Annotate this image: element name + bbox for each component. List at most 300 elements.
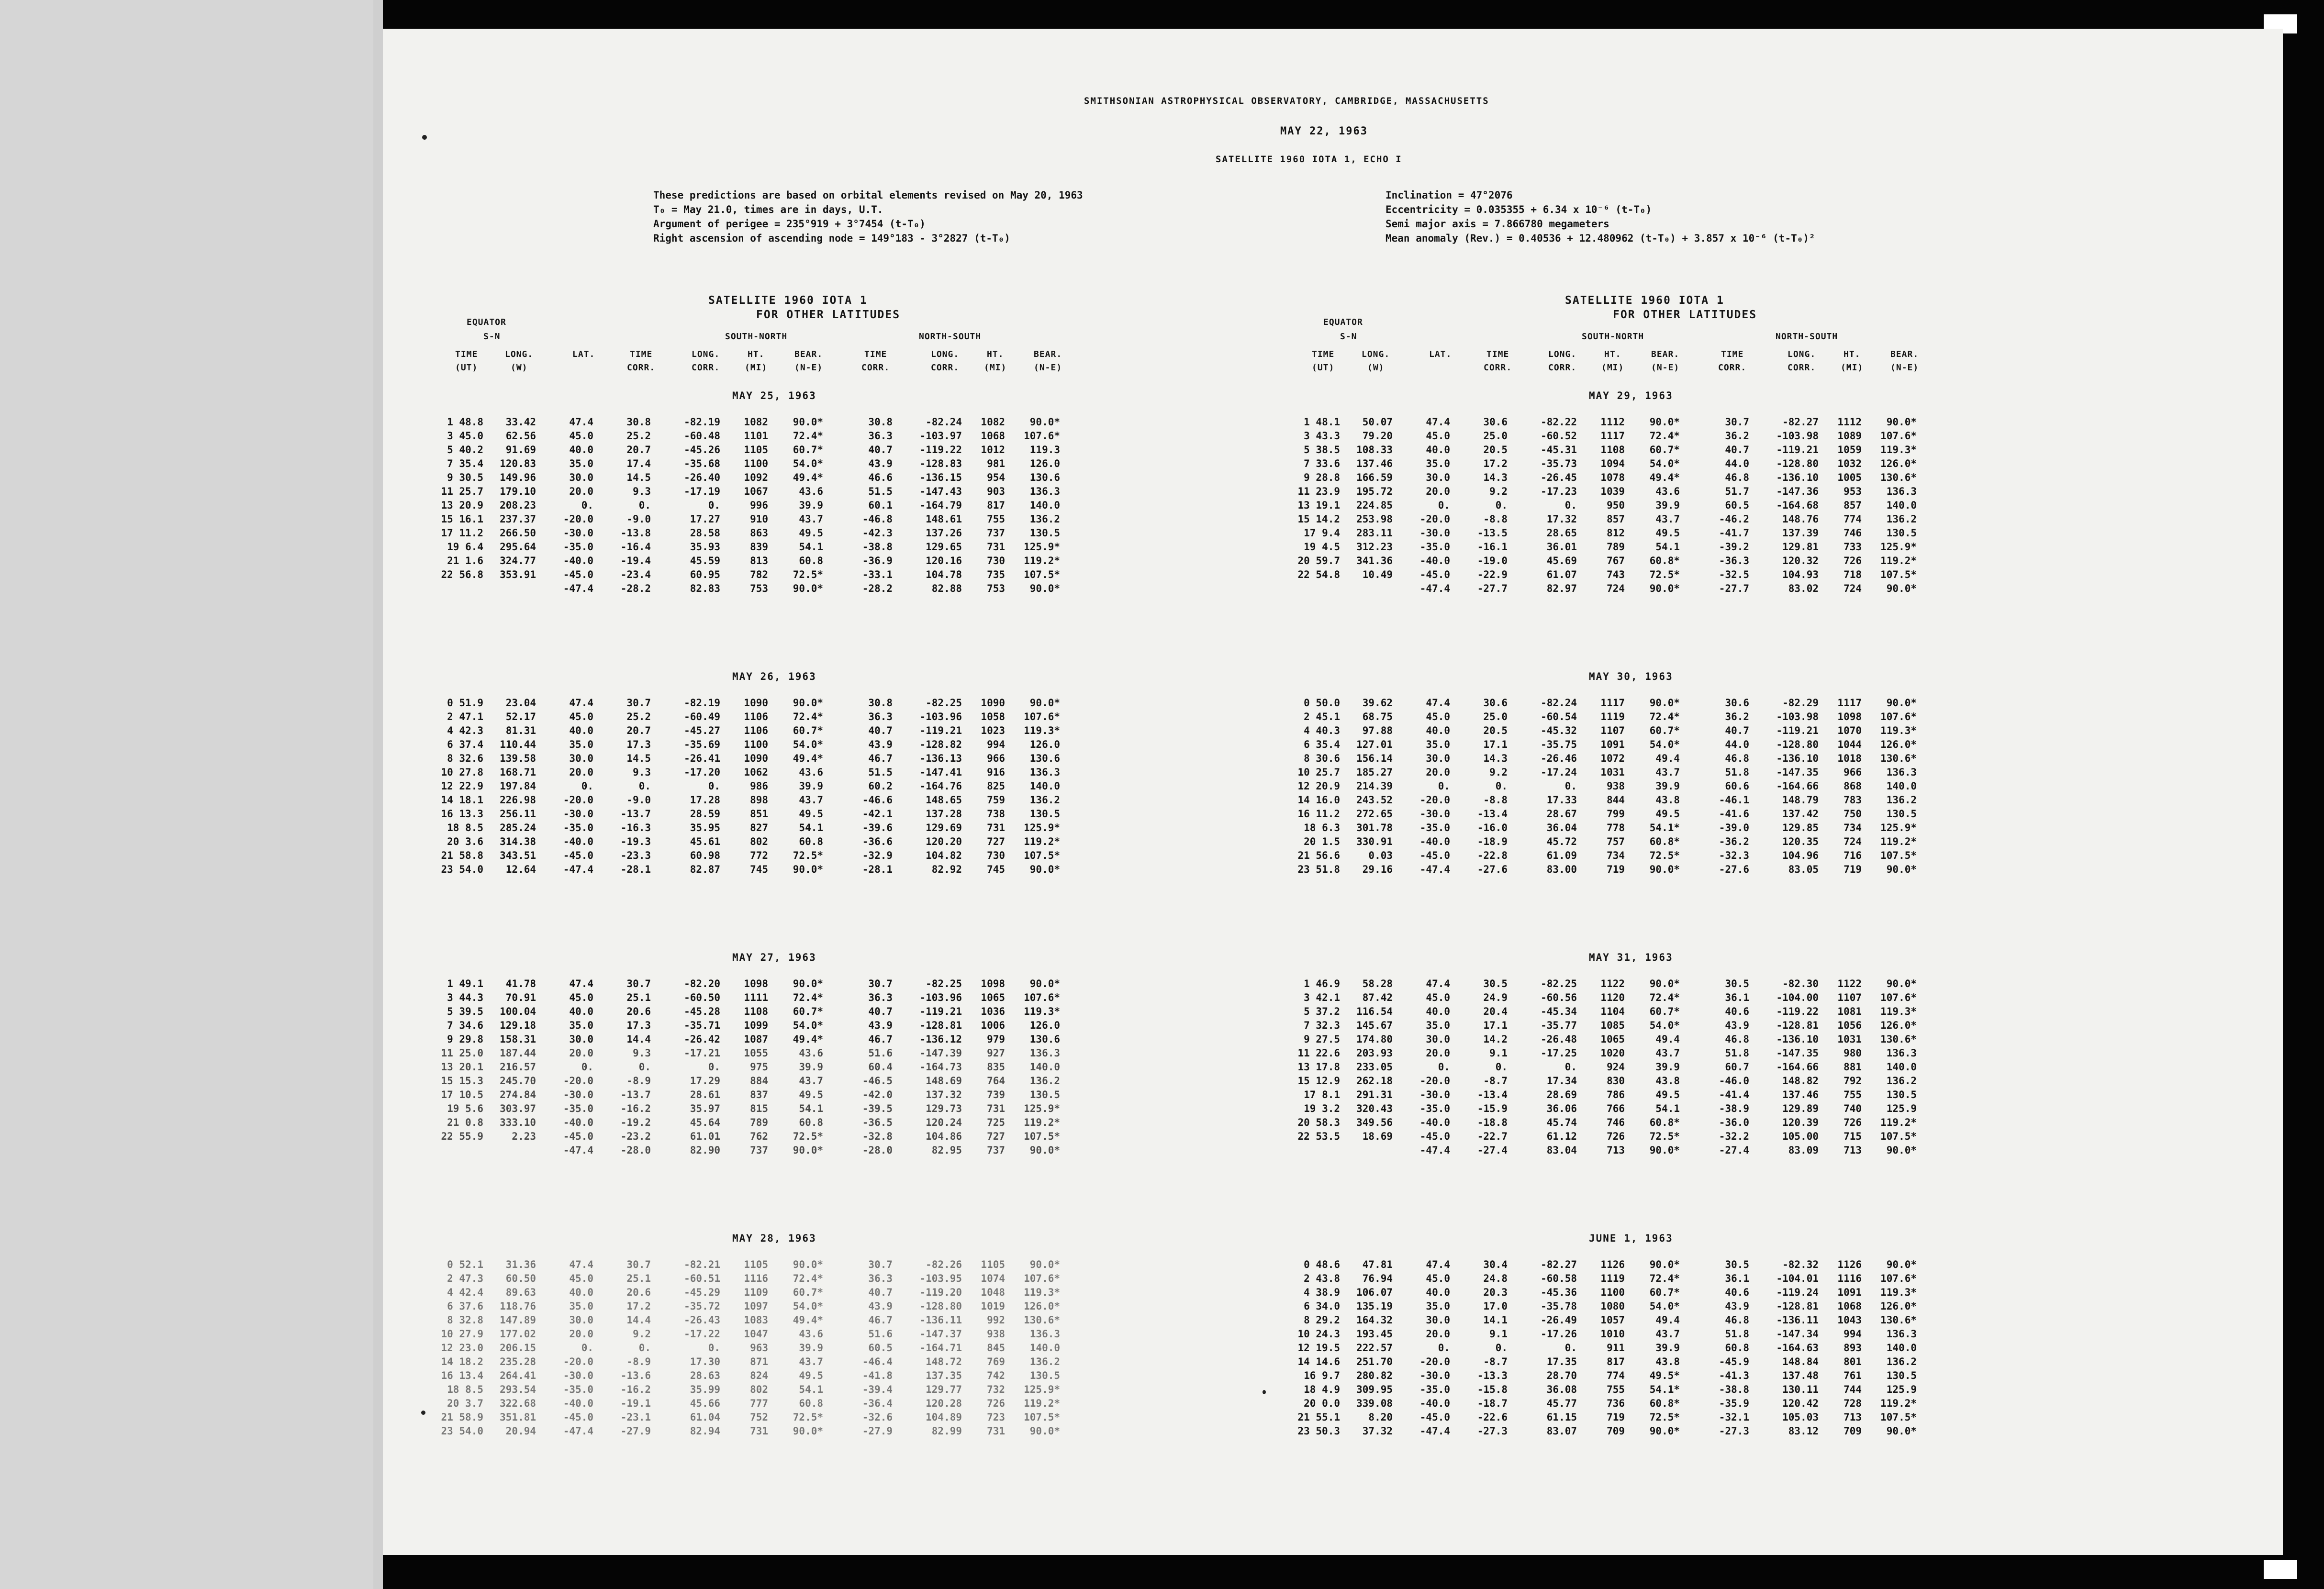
table-cell: 195.72: [1356, 486, 1393, 497]
table-cell: 10.49: [1362, 569, 1393, 580]
table-cell: 301.78: [1356, 822, 1393, 833]
table-cell: 9.2: [633, 1328, 651, 1340]
table-cell: 28.70: [1546, 1370, 1577, 1381]
table-cell: 60.7*: [793, 1287, 823, 1298]
table-row: [1297, 472, 1929, 486]
table-cell: 1031: [1600, 767, 1625, 778]
table-cell: 46.7: [868, 1314, 893, 1326]
table-cell: -30.0: [563, 1370, 593, 1381]
table-cell: 14 14.6: [1297, 1356, 1340, 1367]
table-cell: 10 27.8: [441, 767, 483, 778]
table-cell: 266.50: [500, 527, 536, 539]
table-cell: 90.0*: [1029, 1425, 1060, 1437]
table-cell: -40.0: [1419, 836, 1450, 847]
table-cell: 718: [1844, 569, 1862, 580]
table-cell: 60.7*: [1649, 1006, 1680, 1017]
table-cell: 738: [987, 808, 1005, 820]
table-cell: 90.0*: [1649, 1425, 1680, 1437]
table-cell: 125.9*: [1024, 1103, 1060, 1114]
table-cell: -46.4: [862, 1356, 893, 1367]
table-row: [1297, 1384, 1929, 1398]
table-cell: 1055: [744, 1047, 768, 1059]
table-cell: 812: [1607, 527, 1625, 539]
table-cell: 1111: [744, 992, 768, 1003]
table-row: [1297, 1047, 1929, 1061]
equator-label: EQUATOR: [467, 317, 506, 327]
table-cell: 884: [750, 1075, 768, 1087]
day-title: MAY 27, 1963: [732, 952, 816, 963]
table-cell: 107.5*: [1880, 569, 1917, 580]
table-cell: -27.7: [1719, 583, 1749, 594]
column-header: LONG.: [1362, 349, 1390, 359]
table-cell: 1094: [1600, 458, 1625, 469]
table-cell: 966: [1844, 767, 1862, 778]
notes_left-line: T₀ = May 21.0, times are in days, U.T.: [653, 204, 883, 215]
column-header: LAT.: [1429, 349, 1452, 359]
table-cell: 127.01: [1356, 739, 1393, 750]
table-cell: 107.5*: [1880, 1411, 1917, 1423]
table-cell: -13.8: [620, 527, 651, 539]
table-cell: 107.5*: [1880, 850, 1917, 861]
table-cell: 61.09: [1546, 850, 1577, 861]
table-cell: 17.3: [626, 1020, 651, 1031]
table-cell: 81.31: [505, 725, 536, 736]
table-cell: -82.30: [1782, 978, 1819, 989]
table-cell: 20 3.7: [447, 1398, 483, 1409]
table-cell: 130.6*: [1880, 753, 1917, 764]
table-cell: 54.1: [799, 1103, 823, 1114]
table-row: [440, 486, 1072, 500]
table-row: [1297, 739, 1929, 753]
table-cell: 40.0: [569, 444, 593, 456]
table-cell: 43.7: [799, 513, 823, 525]
table-cell: 35.0: [1426, 1020, 1450, 1031]
table-row: [440, 808, 1072, 822]
table-cell: 49.4*: [1649, 472, 1680, 483]
table-cell: 12 22.9: [441, 780, 483, 792]
table-cell: 130.6*: [1880, 1314, 1917, 1326]
table-cell: 1116: [1837, 1273, 1862, 1284]
table-cell: 45.74: [1546, 1117, 1577, 1128]
table-cell: 46.8: [1725, 472, 1749, 483]
table-row: [1297, 1020, 1929, 1033]
table-cell: -27.3: [1477, 1425, 1508, 1437]
table-cell: 14.5: [626, 753, 651, 764]
table-cell: 20 3.6: [447, 836, 483, 847]
table-cell: 715: [1844, 1131, 1862, 1142]
table-cell: -147.36: [1776, 486, 1819, 497]
table-cell: 19 5.6: [447, 1103, 483, 1114]
table-row: [440, 1425, 1072, 1439]
table-cell: 61.15: [1546, 1411, 1577, 1423]
table-cell: -136.10: [1776, 753, 1819, 764]
table-cell: 0.: [638, 1342, 651, 1354]
table-cell: 35.0: [569, 458, 593, 469]
table-cell: 35.99: [690, 1384, 720, 1395]
table-cell: 60.7*: [793, 444, 823, 456]
table-cell: -47.4: [1419, 583, 1450, 594]
table-cell: 13 17.8: [1297, 1061, 1340, 1073]
table-cell: 47.4: [1426, 978, 1450, 989]
table-cell: -20.0: [563, 1356, 593, 1367]
table-cell: 39.9: [1655, 780, 1680, 792]
table-cell: -164.68: [1776, 500, 1819, 511]
table-cell: 1005: [1837, 472, 1862, 483]
table-cell: 17 10.5: [441, 1089, 483, 1100]
table-cell: -47.4: [563, 864, 593, 875]
table-cell: 726: [1607, 1131, 1625, 1142]
table-row: [440, 541, 1072, 555]
table-cell: -17.26: [1541, 1328, 1577, 1340]
table-cell: -30.0: [1419, 1370, 1450, 1381]
table-cell: -82.29: [1782, 697, 1819, 709]
table-cell: 735: [987, 569, 1005, 580]
table-cell: 9 29.8: [447, 1033, 483, 1045]
table-cell: 802: [750, 1384, 768, 1395]
table-cell: 312.23: [1356, 541, 1393, 553]
table-cell: 45.0: [569, 992, 593, 1003]
table-cell: 341.36: [1356, 555, 1393, 567]
table-cell: 4 42.3: [447, 725, 483, 736]
table-cell: -22.9: [1477, 569, 1508, 580]
table-cell: 1067: [744, 486, 768, 497]
table-cell: 15 12.9: [1297, 1075, 1340, 1087]
table-cell: 60.2: [868, 780, 893, 792]
table-cell: 724: [1607, 583, 1625, 594]
table-cell: -136.13: [919, 753, 962, 764]
table-cell: 3 45.0: [447, 430, 483, 442]
table-row: [440, 1033, 1072, 1047]
table-cell: 1057: [1600, 1314, 1625, 1326]
table-cell: 716: [1844, 850, 1862, 861]
table-cell: 120.20: [926, 836, 962, 847]
table-cell: 0 48.6: [1304, 1259, 1340, 1270]
table-row: [1297, 555, 1929, 569]
table-cell: 83.07: [1546, 1425, 1577, 1437]
table-cell: -38.8: [862, 541, 893, 553]
table-cell: 137.35: [926, 1370, 962, 1381]
table-cell: -39.4: [862, 1384, 893, 1395]
day-title: MAY 28, 1963: [732, 1233, 816, 1244]
table-cell: 136.2: [1886, 1075, 1917, 1087]
table-row: [440, 1259, 1072, 1273]
north-south-label: NORTH-SOUTH: [1776, 332, 1838, 342]
table-cell: -32.8: [862, 1131, 893, 1142]
day-title: MAY 31, 1963: [1589, 952, 1673, 963]
table-cell: 730: [987, 555, 1005, 567]
table-cell: 45.72: [1546, 836, 1577, 847]
table-cell: 60.5: [1725, 500, 1749, 511]
table-cell: 68.75: [1362, 711, 1393, 722]
table-cell: 750: [1844, 808, 1862, 820]
table-row: [1297, 1425, 1929, 1439]
table-cell: -17.25: [1541, 1047, 1577, 1059]
table-cell: -27.6: [1719, 864, 1749, 875]
table-cell: 39.9: [799, 1342, 823, 1354]
table-cell: 107.6*: [1024, 1273, 1060, 1284]
table-cell: -119.22: [1776, 1006, 1819, 1017]
table-cell: 1089: [1837, 430, 1862, 442]
table-cell: 90.0*: [1886, 978, 1917, 989]
column-header: TIME: [864, 349, 887, 359]
table-cell: 731: [987, 541, 1005, 553]
table-cell: 709: [1844, 1425, 1862, 1437]
table-cell: 49.5: [799, 808, 823, 820]
table-cell: -39.5: [862, 1103, 893, 1114]
table-cell: 815: [750, 1103, 768, 1114]
table-cell: 49.5: [799, 527, 823, 539]
table-row: [440, 978, 1072, 992]
table-cell: 61.01: [690, 1131, 720, 1142]
column-unit: (UT): [1312, 363, 1335, 373]
table-cell: 148.69: [926, 1075, 962, 1087]
table-cell: 14 16.0: [1297, 794, 1340, 806]
table-cell: 104.96: [1782, 850, 1819, 861]
table-cell: 45.0: [1426, 430, 1450, 442]
table-cell: 19 4.5: [1304, 541, 1340, 553]
table-cell: 35.97: [690, 1103, 720, 1114]
table-cell: 60.8: [1725, 1342, 1749, 1354]
table-cell: 1065: [1600, 1033, 1625, 1045]
table-cell: 786: [1607, 1089, 1625, 1100]
table-cell: -42.1: [862, 808, 893, 820]
table-cell: 22 55.9: [441, 1131, 483, 1142]
table-cell: 734: [1607, 850, 1625, 861]
table-cell: -45.26: [684, 444, 720, 456]
table-cell: 51.6: [868, 1047, 893, 1059]
table-cell: 137.46: [1356, 458, 1393, 469]
table-cell: 60.7: [1725, 1061, 1749, 1073]
table-cell: 40.0: [1426, 1287, 1450, 1298]
table-cell: -27.4: [1719, 1145, 1749, 1156]
table-cell: 45.0: [569, 1273, 593, 1284]
table-row: [440, 1356, 1072, 1370]
table-row: [440, 1020, 1072, 1033]
table-cell: 137.48: [1782, 1370, 1819, 1381]
table-cell: 713: [1844, 1145, 1862, 1156]
table-cell: 136.3: [1886, 1328, 1917, 1340]
table-cell: -46.1: [1719, 794, 1749, 806]
table-cell: 1010: [1600, 1328, 1625, 1340]
table-cell: 17.27: [690, 513, 720, 525]
table-cell: 28.67: [1546, 808, 1577, 820]
table-cell: 911: [1607, 1342, 1625, 1354]
table-cell: 0.: [581, 780, 593, 792]
table-cell: 43.9: [868, 1300, 893, 1312]
table-cell: -47.4: [1419, 1425, 1450, 1437]
table-cell: 713: [1607, 1145, 1625, 1156]
table-cell: 938: [1607, 780, 1625, 792]
table-cell: -60.49: [684, 711, 720, 722]
table-cell: -136.10: [1776, 472, 1819, 483]
table-cell: 20.94: [505, 1425, 536, 1437]
table-cell: 60.7*: [1649, 1287, 1680, 1298]
table-cell: -35.68: [684, 458, 720, 469]
table-cell: -22.8: [1477, 850, 1508, 861]
table-cell: 43.6: [799, 1047, 823, 1059]
table-cell: 733: [1844, 541, 1862, 553]
table-cell: 14 18.2: [441, 1356, 483, 1367]
table-cell: -20.0: [563, 1075, 593, 1087]
table-cell: 9.2: [1489, 767, 1508, 778]
table-cell: 126.0: [1029, 458, 1060, 469]
table-row: [1297, 569, 1929, 583]
table-row: [440, 527, 1072, 541]
table-cell: 45.0: [1426, 992, 1450, 1003]
table-cell: 303.97: [500, 1103, 536, 1114]
table-cell: 72.4*: [1649, 711, 1680, 722]
table-cell: 1090: [981, 697, 1005, 709]
table-cell: 43.9: [868, 1020, 893, 1031]
table-cell: 1070: [1837, 725, 1862, 736]
table-cell: 119.2*: [1880, 1117, 1917, 1128]
table-cell: 1117: [1600, 697, 1625, 709]
table-cell: 732: [987, 1384, 1005, 1395]
column-unit: (MI): [1601, 363, 1624, 373]
table-cell: 755: [987, 513, 1005, 525]
table-cell: 17.34: [1546, 1075, 1577, 1087]
table-row: [440, 1342, 1072, 1356]
table-cell: -26.49: [1541, 1314, 1577, 1326]
table-cell: 980: [1844, 1047, 1862, 1059]
table-cell: 774: [1844, 513, 1862, 525]
table-cell: 817: [987, 500, 1005, 511]
table-cell: 49.4: [1655, 1033, 1680, 1045]
table-cell: 90.0*: [793, 583, 823, 594]
day-title: JUNE 1, 1963: [1589, 1233, 1673, 1244]
table-cell: 61.07: [1546, 569, 1577, 580]
table-cell: -30.0: [563, 1089, 593, 1100]
table-cell: 1107: [1600, 725, 1625, 736]
table-cell: 309.95: [1356, 1384, 1393, 1395]
table-cell: 871: [750, 1356, 768, 1367]
table-cell: 90.0*: [1029, 864, 1060, 875]
column-unit: CORR.: [1548, 363, 1577, 373]
table-cell: 49.4*: [793, 753, 823, 764]
table-cell: 107.6*: [1880, 992, 1917, 1003]
table-cell: 214.39: [1356, 780, 1393, 792]
table-cell: 9.1: [1489, 1328, 1508, 1340]
table-cell: -26.43: [684, 1314, 720, 1326]
table-cell: -27.7: [1477, 583, 1508, 594]
table-cell: 46.7: [868, 1033, 893, 1045]
table-cell: -45.32: [1541, 725, 1577, 736]
table-cell: 21 0.8: [447, 1117, 483, 1128]
table-cell: -119.22: [919, 444, 962, 456]
table-cell: 148.79: [1782, 794, 1819, 806]
table-cell: 140.0: [1886, 1061, 1917, 1073]
table-cell: 1 48.1: [1304, 416, 1340, 428]
table-cell: 11 25.7: [441, 486, 483, 497]
table-cell: 30.7: [626, 978, 651, 989]
table-cell: 9 28.8: [1304, 472, 1340, 483]
table-cell: 90.0*: [1649, 416, 1680, 428]
table-cell: -36.2: [1719, 836, 1749, 847]
table-cell: 107.6*: [1880, 430, 1917, 442]
table-cell: 222.57: [1356, 1342, 1393, 1354]
table-cell: -26.45: [1541, 472, 1577, 483]
table-cell: 30.7: [626, 697, 651, 709]
table-cell: 130.6*: [1880, 472, 1917, 483]
table-cell: 963: [750, 1342, 768, 1354]
table-cell: 0.: [1495, 1061, 1508, 1073]
table-row: [1297, 753, 1929, 767]
table-cell: 119.3*: [1880, 444, 1917, 456]
table-cell: -36.3: [1719, 555, 1749, 567]
table-cell: -30.0: [1419, 808, 1450, 820]
table-cell: 40.0: [1426, 444, 1450, 456]
table-cell: -9.0: [626, 513, 651, 525]
table-cell: 839: [750, 541, 768, 553]
table-cell: 45.59: [690, 555, 720, 567]
table-cell: 140.0: [1029, 780, 1060, 792]
table-cell: 916: [987, 767, 1005, 778]
table-cell: 43.9: [1725, 1300, 1749, 1312]
table-cell: 82.97: [1546, 583, 1577, 594]
table-cell: 125.9*: [1024, 822, 1060, 833]
table-cell: 90.0*: [1886, 1259, 1917, 1270]
table-row: [440, 1411, 1072, 1425]
table-cell: 60.7*: [1649, 725, 1680, 736]
table-cell: 20.3: [1483, 1287, 1508, 1298]
table-cell: 17.30: [690, 1356, 720, 1367]
table-cell: 43.7: [799, 794, 823, 806]
table-cell: 18 8.5: [447, 1384, 483, 1395]
table-cell: 3 43.3: [1304, 430, 1340, 442]
table-row: [1297, 500, 1929, 513]
table-cell: -35.0: [563, 822, 593, 833]
column-header: HT.: [987, 349, 1004, 359]
table-cell: -128.81: [1776, 1300, 1819, 1312]
table-cell: 51.7: [1725, 486, 1749, 497]
table-row: [440, 1061, 1072, 1075]
table-cell: 54.1*: [1649, 1384, 1680, 1395]
table-cell: -82.24: [926, 416, 962, 428]
issue-date: MAY 22, 1963: [1280, 125, 1368, 137]
table-cell: 243.52: [1356, 794, 1393, 806]
table-cell: 40.0: [569, 1287, 593, 1298]
table-cell: 0 51.9: [447, 697, 483, 709]
table-cell: -45.31: [1541, 444, 1577, 456]
table-cell: 125.9*: [1880, 822, 1917, 833]
right-table-block: [1297, 294, 2139, 1452]
table-cell: -41.3: [1719, 1370, 1749, 1381]
table-cell: 8 29.2: [1304, 1314, 1340, 1326]
table-row: [440, 1131, 1072, 1145]
table-cell: 1119: [1600, 711, 1625, 722]
table-cell: -35.77: [1541, 1020, 1577, 1031]
table-cell: 54.1: [1655, 541, 1680, 553]
table-cell: 20.0: [569, 1328, 593, 1340]
table-cell: 737: [987, 527, 1005, 539]
table-cell: -82.25: [926, 697, 962, 709]
table-cell: 40.0: [569, 1006, 593, 1017]
table-cell: -16.0: [1477, 822, 1508, 833]
table-cell: 136.3: [1029, 1047, 1060, 1059]
column-header: BEAR.: [1890, 349, 1919, 359]
table-cell: 45.69: [1546, 555, 1577, 567]
table-cell: -20.0: [1419, 794, 1450, 806]
table-cell: 14.3: [1483, 472, 1508, 483]
table-cell: 9.3: [633, 767, 651, 778]
table-cell: 40.7: [868, 1287, 893, 1298]
table-cell: 60.8*: [1649, 1398, 1680, 1409]
table-cell: 125.9: [1886, 1103, 1917, 1114]
table-cell: 20.0: [569, 1047, 593, 1059]
table-cell: 119.3*: [1880, 1287, 1917, 1298]
table-cell: 187.44: [500, 1047, 536, 1059]
table-row: [440, 569, 1072, 583]
